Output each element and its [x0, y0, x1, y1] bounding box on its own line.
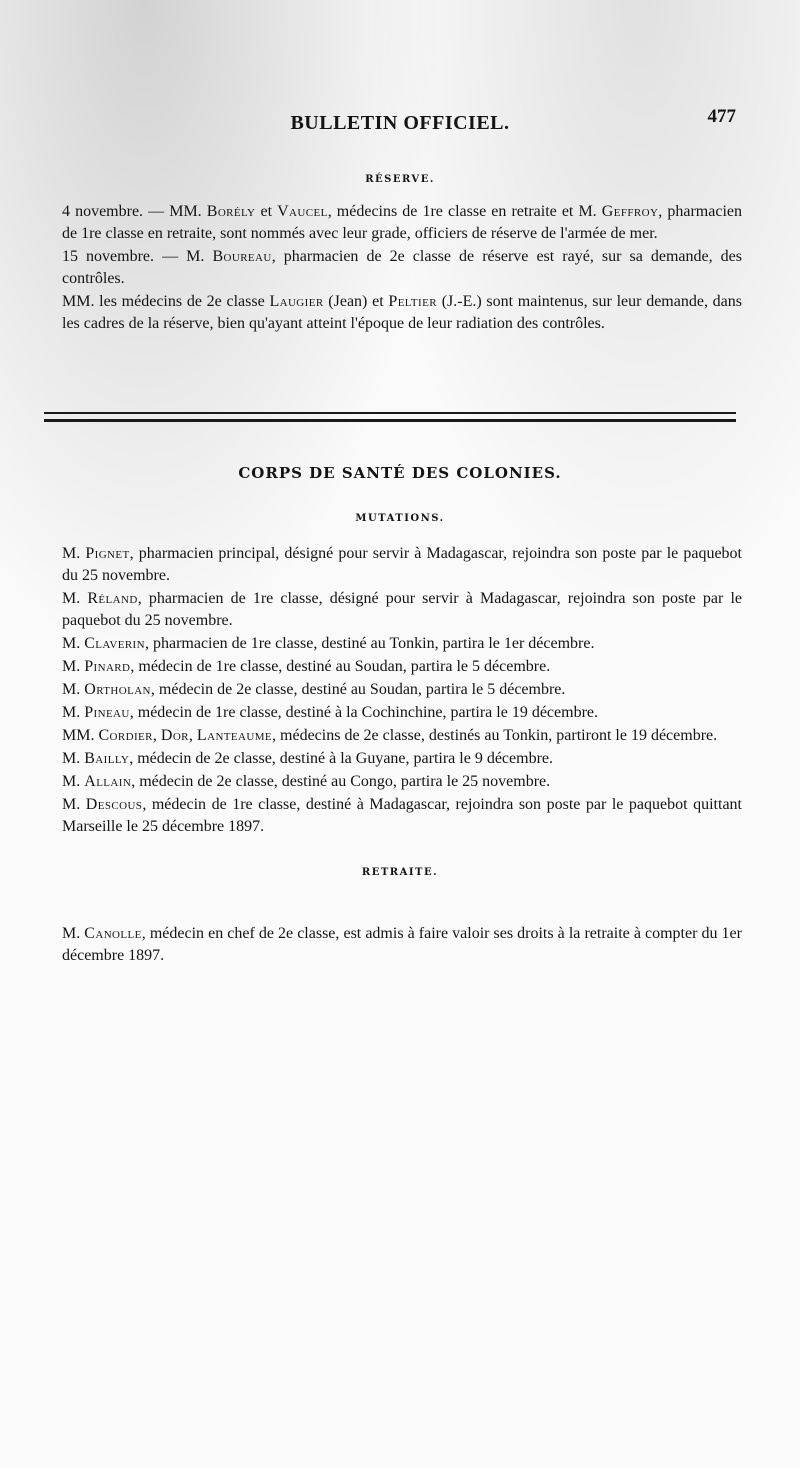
paragraph-text: , pharmacien de 2e classe de réserve est rayé, sur sa demande, des contrôles.	[62, 248, 743, 287]
paragraph-text: M.	[62, 590, 88, 607]
person-name: Pinard	[84, 658, 131, 675]
paragraph-text: et	[255, 203, 278, 220]
paragraph-text: , médecins de 1re classe en retraite et M.	[327, 203, 602, 220]
paragraph-text: MM.	[62, 727, 99, 744]
reserve-heading: RÉSERVE.	[365, 174, 435, 185]
paragraph-text: M.	[62, 635, 85, 652]
paragraph-text: M.	[62, 704, 85, 721]
mutations-heading: MUTATIONS.	[355, 513, 445, 524]
paragraph	[62, 633, 742, 655]
paragraph-text: , médecin de 2e classe, destiné à la Guyane, partira le 9 décembre.	[129, 750, 554, 767]
person-name: Bailly	[84, 750, 130, 767]
retraite-heading: RETRAITE.	[361, 867, 439, 878]
person-name: Peltier	[388, 293, 437, 310]
person-name: Allain	[84, 773, 132, 790]
person-name: Pignet	[85, 545, 130, 562]
page-number: 477	[707, 106, 736, 127]
paragraph-text: M.	[62, 658, 85, 675]
paragraph-text: 4 novembre. — MM.	[62, 203, 207, 220]
paragraph	[62, 679, 742, 701]
paragraph-text: (Jean) et	[323, 293, 389, 310]
paragraph-text: M.	[62, 545, 86, 562]
paragraph-text: 15 novembre. — M.	[62, 248, 213, 265]
person-name: Ortholan	[84, 681, 151, 698]
section-rule-upper	[44, 412, 736, 414]
paragraph-text: ,	[188, 727, 197, 744]
person-name: Pineau	[84, 704, 130, 721]
paragraph-text: M.	[62, 750, 85, 767]
paragraph	[62, 291, 742, 335]
paragraph-text: , médecin de 1re classe, destiné à la Cochinchine, partira le 19 décembre.	[129, 704, 598, 721]
paragraph-text: M.	[62, 925, 85, 942]
reserve-paragraphs	[62, 201, 742, 336]
paragraph	[62, 543, 742, 587]
paragraph-text: M.	[62, 681, 85, 698]
paragraph	[62, 794, 742, 838]
person-name: Borély	[206, 203, 256, 220]
paragraph	[62, 702, 742, 724]
paragraph-text: ,	[152, 727, 161, 744]
paragraph-text: M.	[62, 773, 85, 790]
paragraph	[62, 246, 742, 290]
person-name: Canolle	[84, 925, 142, 942]
paragraph-text: , pharmacien de 1re classe, destiné au Tonkin, partira le 1er décembre.	[144, 635, 595, 652]
person-name: Dor	[160, 727, 189, 744]
paragraph-text: , médecin de 1re classe, destiné à Madagascar, rejoindra son poste par le paquebot quittant Marseille le 25 décembre 1897.	[62, 796, 742, 835]
paragraph-text: , pharmacien de 1re classe, désigné pour servir à Madagascar, rejoindra son poste par le paquebot du 25 novembre.	[62, 590, 742, 629]
paragraph-text: , pharmacien principal, désigné pour servir à Madagascar, rejoindra son poste par le paquebot du 25 novembre.	[62, 545, 743, 584]
paragraph-text: , pharmacien de 1re classe en retraite, sont nommés avec leur grade, officiers de réserve de l'armée de mer.	[62, 203, 742, 242]
paragraph-text: (J.-E.) sont maintenus, sur leur demande, dans les cadres de la réserve, bien qu'ayant atteint l'époque de leur radiation des contrôles.	[62, 293, 742, 332]
retraite-paragraphs	[62, 923, 742, 968]
person-name: Descous	[85, 796, 143, 813]
corps-heading: CORPS DE SANTÉ DES COLONIES.	[238, 464, 562, 482]
paragraph-text: M.	[62, 796, 86, 813]
paragraph-text: , médecin de 2e classe, destiné au Soudan, partira le 5 décembre.	[150, 681, 566, 698]
paragraph	[62, 771, 742, 793]
person-name: Lanteaume	[196, 727, 273, 744]
paragraph-text: , médecin en chef de 2e classe, est admis à faire valoir ses droits à la retraite à compter du 1er décembre 1897.	[62, 925, 742, 964]
running-head: BULLETIN OFFICIEL.	[290, 112, 510, 134]
paragraph	[62, 748, 742, 770]
paragraph	[62, 656, 742, 678]
person-name: Boureau	[212, 248, 272, 265]
mutations-paragraphs	[62, 543, 742, 839]
paragraph	[62, 923, 742, 967]
person-name: Vaucel	[277, 203, 328, 220]
paragraph-text: , médecin de 2e classe, destiné au Congo, partira le 25 novembre.	[131, 773, 551, 790]
paragraph-text: , médecins de 2e classe, destinés au Tonkin, partiront le 19 décembre.	[272, 727, 718, 744]
person-name: Laugier	[269, 293, 324, 310]
person-name: Réland	[87, 590, 138, 607]
person-name: Claverin	[84, 635, 145, 652]
person-name: Cordier	[98, 727, 153, 744]
paragraph-text: , médecin de 1re classe, destiné au Soudan, partira le 5 décembre.	[130, 658, 551, 675]
paragraph	[62, 588, 742, 632]
paragraph	[62, 725, 742, 747]
person-name: Geffroy	[601, 203, 659, 220]
paragraph-text: MM. les médecins de 2e classe	[62, 293, 270, 310]
section-rule-lower	[44, 419, 736, 422]
paragraph	[62, 201, 742, 245]
